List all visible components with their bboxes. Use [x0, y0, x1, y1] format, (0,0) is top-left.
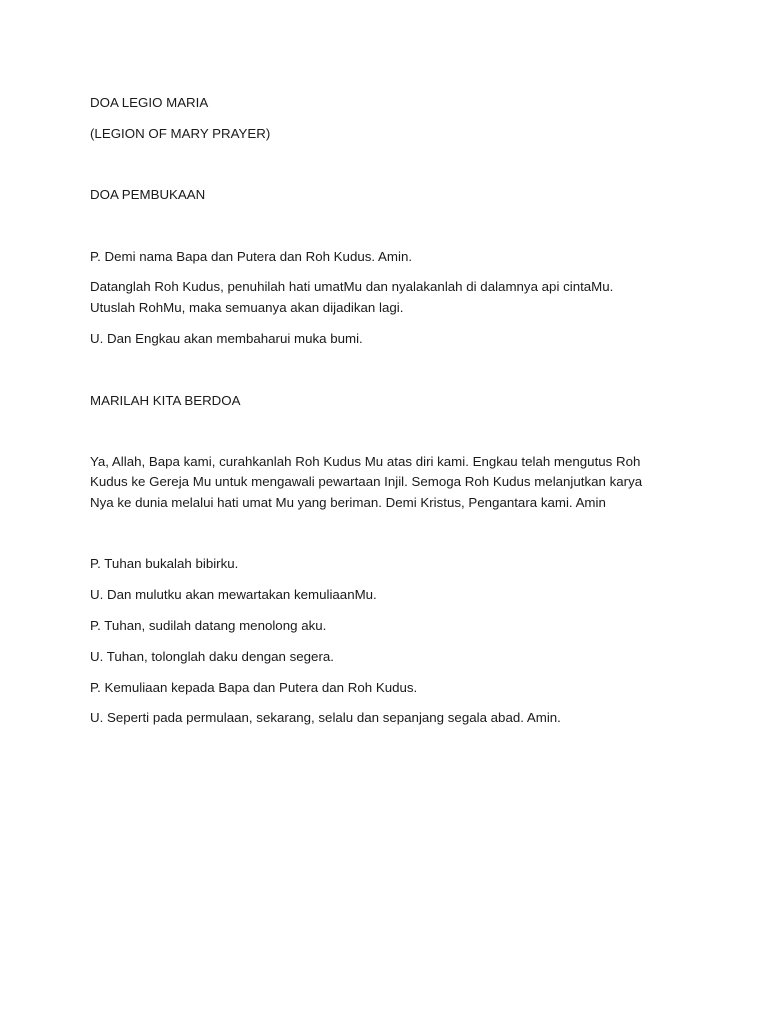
- response-line: U. Seperti pada permulaan, sekarang, selalu dan sepanjang segala abad. Amin.: [90, 710, 561, 725]
- opening-line: U. Dan Engkau akan membaharui muka bumi.: [90, 331, 363, 346]
- prayer-line: Nya ke dunia melalui hati umat Mu yang beriman. Demi Kristus, Pengantara kami. Amin: [90, 495, 606, 510]
- response-line: P. Kemuliaan kepada Bapa dan Putera dan Roh Kudus.: [90, 680, 418, 695]
- opening-line: Datanglah Roh Kudus, penuhilah hati umatMu dan nyalakanlah di dalamnya api cintaMu.: [90, 279, 614, 294]
- response-line: U. Tuhan, tolonglah daku dengan segera.: [90, 649, 334, 664]
- prayer-heading: MARILAH KITA BERDOA: [90, 393, 241, 408]
- response-line: U. Dan mulutku akan mewartakan kemuliaanMu.: [90, 587, 377, 602]
- opening-heading: DOA PEMBUKAAN: [90, 187, 206, 202]
- prayer-line: Kudus ke Gereja Mu untuk mengawali pewartaan Injil. Semoga Roh Kudus melanjutkan karya: [90, 474, 643, 489]
- document-subtitle: (LEGION OF MARY PRAYER): [90, 126, 271, 141]
- prayer-line: Ya, Allah, Bapa kami, curahkanlah Roh Kudus Mu atas diri kami. Engkau telah mengutus Roh: [90, 454, 641, 469]
- opening-line: P. Demi nama Bapa dan Putera dan Roh Kudus. Amin.: [90, 249, 413, 264]
- document-title: DOA LEGIO MARIA: [90, 95, 209, 110]
- response-line: P. Tuhan bukalah bibirku.: [90, 556, 239, 571]
- response-line: P. Tuhan, sudilah datang menolong aku.: [90, 618, 327, 633]
- opening-line: Utuslah RohMu, maka semuanya akan dijadikan lagi.: [90, 300, 404, 315]
